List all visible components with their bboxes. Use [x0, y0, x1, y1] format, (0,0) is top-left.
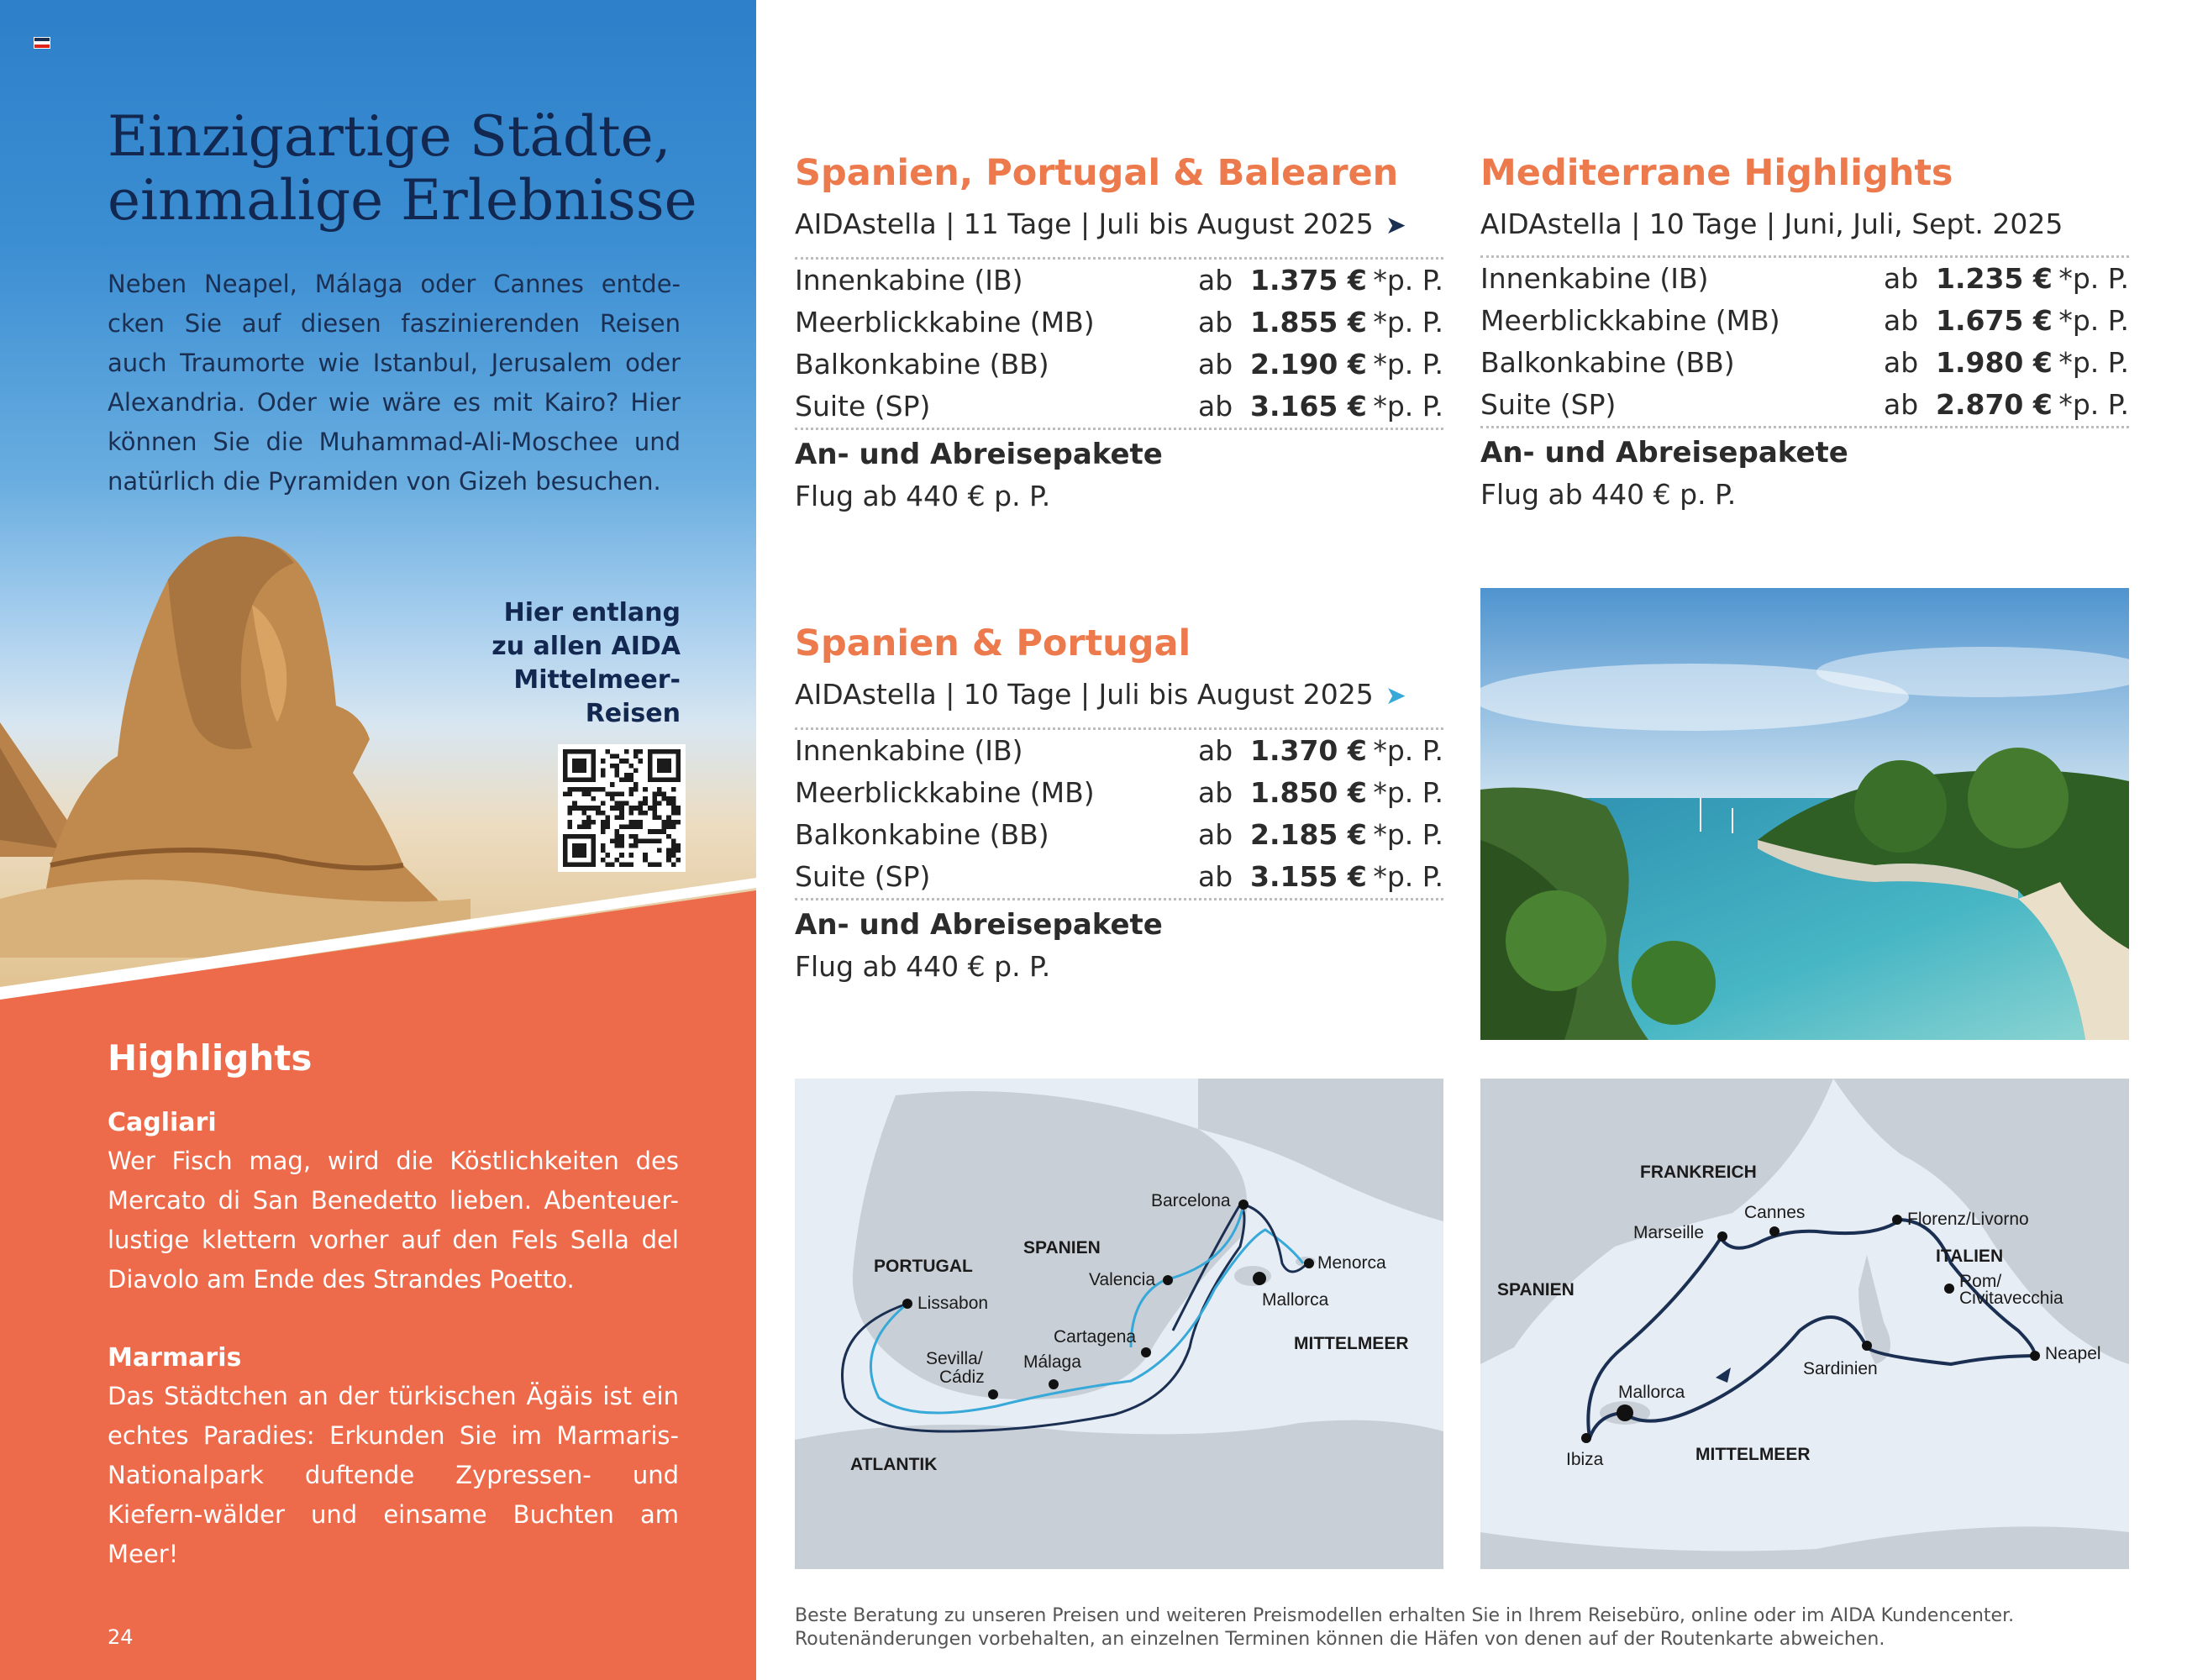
left-panel: [0, 0, 756, 1680]
map-label-atlantik: ATLANTIK: [850, 1455, 938, 1474]
map-label-spanien: SPANIEN: [1023, 1238, 1101, 1257]
highlight-text: Das Städtchen an der türkischen Ägäis ist ein echtes Paradies: Erkunden Sie im Marmaris-Nationalpark duftende Zypressen- und Kiefern-wälder und einsame Buchten am Meer!: [108, 1382, 679, 1568]
price-row: Innenkabine (IB) ab 1.235 € *p. P.: [1480, 262, 2129, 295]
map-label-spanien: SPANIEN: [1497, 1280, 1575, 1299]
flag-icon: [34, 37, 50, 49]
arrow-icon: ➤: [1385, 681, 1406, 711]
price-row: Balkonkabine (BB) ab 2.185 € *p. P.: [795, 818, 1443, 851]
offer-subtitle: AIDAstella | 11 Tage | Juli bis August 2025 ➤: [795, 203, 1443, 247]
price-row: Balkonkabine (BB) ab 1.980 € *p. P.: [1480, 346, 2129, 379]
map-port-rom: Rom/: [1959, 1272, 2002, 1291]
package-title: An- und Abreisepakete: [1480, 436, 1848, 470]
offer-spanien-portugal-balearen: [795, 150, 1443, 517]
map-label-portugal: PORTUGAL: [874, 1257, 973, 1276]
map-port-malaga: Málaga: [1023, 1352, 1081, 1372]
map-port-civitavecchia: Civitavecchia: [1959, 1289, 2063, 1308]
qr-code[interactable]: [558, 744, 686, 872]
map-port-valencia: Valencia: [1089, 1270, 1155, 1289]
map-port-menorca: Menorca: [1317, 1253, 1386, 1273]
dotted-divider: [795, 428, 1443, 430]
map-port-ibiza: Ibiza: [1566, 1450, 1604, 1469]
highlight-name: Marmaris: [108, 1343, 242, 1373]
price-row: Suite (SP) ab 3.165 € *p. P.: [795, 390, 1443, 423]
offer-title: Spanien, Portugal & Balearen: [795, 152, 1399, 194]
price-row: Meerblickkabine (MB) ab 1.855 € *p. P.: [795, 306, 1443, 339]
disclaimer: Beste Beratung zu unseren Preisen und weiteren Preismodellen erhalten Sie in Ihrem Reisebüro, online oder im AIDA Kundencenter. Routenänderungen vorbehalten, an einzelnen Terminen können die Häfen von denen auf der Routenkarte abweichen.: [795, 1605, 2015, 1650]
cove-photo: [1480, 588, 2129, 1040]
offer-subtitle: AIDAstella | 10 Tage | Juni, Juli, Sept. 2025: [1480, 207, 2063, 240]
map-label-mittelmeer: MITTELMEER: [1695, 1445, 1811, 1464]
route-map-mediterrane-highlights: [1480, 1079, 2129, 1569]
map-label-frankreich: FRANKREICH: [1640, 1163, 1757, 1182]
highlight-text: Wer Fisch mag, wird die Köstlichkeiten des Mercato di San Benedetto lieben. Abenteuer-lustige klettern vorher auf den Fels Sella del Diavolo am Ende des Strandes Poetto.: [108, 1147, 679, 1294]
flight-price: Flug ab 440 € p. P.: [795, 480, 1051, 512]
map-port-lissabon: Lissabon: [917, 1294, 989, 1313]
map-port-cannes: Cannes: [1744, 1203, 1806, 1222]
arrow-icon: ➤: [1385, 211, 1406, 240]
page-number: 24: [108, 1625, 134, 1649]
highlights-title: Highlights: [108, 1037, 313, 1079]
offer-title: Spanien & Portugal: [795, 622, 1191, 664]
price-row: Meerblickkabine (MB) ab 1.675 € *p. P.: [1480, 304, 2129, 337]
highlight-cagliari: [108, 1105, 679, 1299]
map-port-neapel: Neapel: [2045, 1344, 2101, 1363]
sphinx-image: [0, 504, 471, 958]
package-title: An- und Abreisepakete: [795, 438, 1163, 471]
map-label-italien: ITALIEN: [1936, 1247, 2004, 1266]
map-port-sevilla: Sevilla/: [926, 1349, 983, 1368]
page-title: [108, 105, 712, 233]
intro-text: Neben Neapel, Málaga oder Cannes entde-cken Sie auf diesen faszinierenden Reisen auch Traumorte wie Istanbul, Jerusalem oder Alexandria. Oder wie wäre es mit Kairo? Hier können Sie die Muhammad-Ali-Moschee und natürlich die Pyramiden von Gizeh besuchen.: [108, 270, 681, 496]
offer-title: Mediterrane Highlights: [1480, 152, 1953, 194]
map-port-florenz: Florenz/Livorno: [1907, 1210, 2029, 1229]
title-line-1: Einzigartige Städte,: [108, 104, 671, 169]
flight-price: Flug ab 440 € p. P.: [795, 950, 1051, 983]
map-port-mallorca: Mallorca: [1618, 1383, 1685, 1402]
map-port-barcelona: Barcelona: [1151, 1191, 1231, 1210]
map-port-cadiz: Cádiz: [939, 1368, 985, 1387]
price-row: Balkonkabine (BB) ab 2.190 € *p. P.: [795, 348, 1443, 381]
flight-price: Flug ab 440 € p. P.: [1480, 478, 1737, 511]
map-port-mallorca: Mallorca: [1262, 1290, 1329, 1310]
price-row: Meerblickkabine (MB) ab 1.850 € *p. P.: [795, 776, 1443, 809]
map-port-sardinien: Sardinien: [1803, 1359, 1878, 1378]
highlight-name: Cagliari: [108, 1108, 217, 1137]
offer-subtitle: AIDAstella | 10 Tage | Juli bis August 2025 ➤: [795, 674, 1443, 717]
price-row: Innenkabine (IB) ab 1.375 € *p. P.: [795, 264, 1443, 297]
offer-mediterrane-highlights: [1480, 150, 2129, 516]
qr-label: Hier entlang zu allen AIDA Mittelmeer- Reisen: [492, 598, 681, 728]
map-label-mittelmeer: MITTELMEER: [1294, 1334, 1409, 1353]
package-title: An- und Abreisepakete: [795, 908, 1163, 942]
dotted-divider: [1480, 426, 2129, 428]
price-row: Suite (SP) ab 2.870 € *p. P.: [1480, 388, 2129, 421]
title-line-2: einmalige Erlebnisse: [108, 168, 697, 233]
map-port-marseille: Marseille: [1633, 1223, 1705, 1242]
dotted-divider: [795, 898, 1443, 900]
offer-spanien-portugal: [795, 620, 1443, 988]
highlight-marmaris: [108, 1340, 679, 1574]
price-row: Innenkabine (IB) ab 1.370 € *p. P.: [795, 734, 1443, 767]
price-row: Suite (SP) ab 3.155 € *p. P.: [795, 860, 1443, 893]
route-map-spanien-portugal: [795, 1079, 1443, 1569]
map-port-cartagena: Cartagena: [1054, 1327, 1137, 1347]
